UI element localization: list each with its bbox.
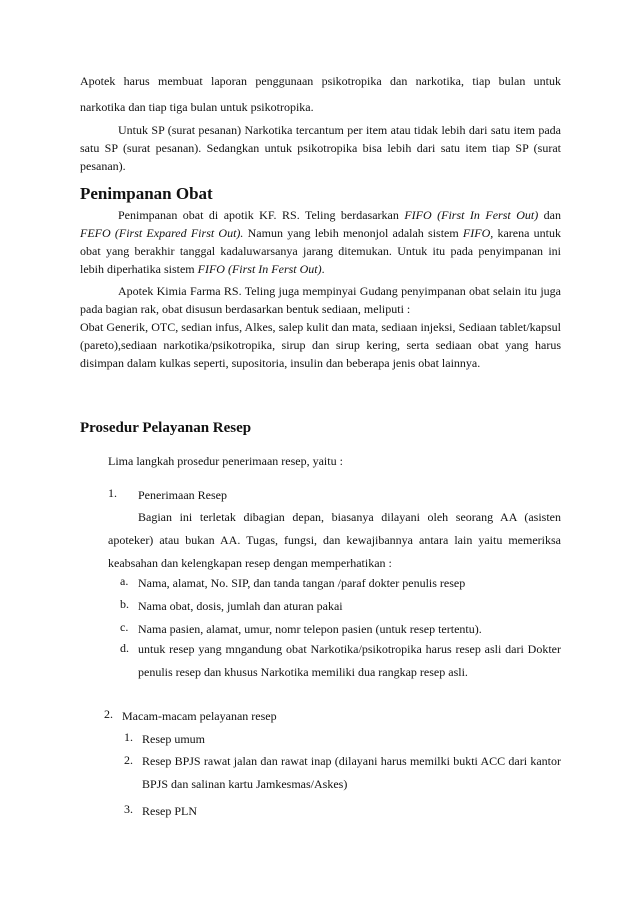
item2-sub-1-text: Resep umum [142, 732, 205, 746]
item2-number: 2. [104, 707, 113, 721]
item2-sub-1-label: 1. [124, 730, 133, 744]
heading-storage: Penimpanan Obat [80, 184, 213, 203]
paragraph-storage-fifo: Penimpanan obat di apotik KF. RS. Teling berdasarkan FIFO (First In Ferst Out) dan FEFO (First Expared First Out). Namun yang lebih menonjol adalah sistem FIFO, karena untuk obat yang berakhir tanggal kadaluwarsanya jarang ditemukan. Untuk itu pada penyimpanan ini lebih diperhatika sistem FIFO (First In Ferst Out). [80, 208, 561, 276]
item1-sub-d-text: untuk resep yang mngandung obat Narkotika/psikotropika harus resep asli dari Dokter penulis resep dan khusus Narkotika memiliki dua rangkap resep asli. [138, 642, 561, 679]
paragraph-storage-warehouse: Apotek Kimia Farma RS. Teling juga mempinyai Gudang penyimpanan obat selain itu juga pada bagian rak, obat disusun berdasarkan bentuk sediaan, meliputi : Obat Generik, OTC, sedian infus, Alkes, salep kulit dan mata, sediaan injeksi, Sediaan tablet/kapsul (pareto),sediaan narkotika/psikotropika, sirup dan sirup kering, serta sediaan obat yang harus disimpan dalam kulkas seperti, supositoria, insulin dan beberapa jenis obat lainnya. [80, 284, 561, 370]
item2-sub-2-text: Resep BPJS rawat jalan dan rawat inap (dilayani harus memilki bukti ACC dari kantor BPJS dan salinan kartu Jamkesmas/Askes) [142, 754, 561, 791]
item1-number: 1. [108, 486, 117, 500]
procedure-intro: Lima langkah prosedur penerimaan resep, yaitu : [108, 454, 343, 468]
item1-body: Bagian ini terletak dibagian depan, biasanya dilayani oleh seorang AA (asisten apoteker) atau bukan AA. Tugas, fungsi, dan kewajibannya antara lain yaitu memeriksa keabsahan dan kelengkapan resep dengan memperhatikan : [108, 510, 561, 570]
item1-sub-b-label: b. [120, 597, 129, 611]
item1-sub-c-label: c. [120, 620, 129, 634]
item2-sub-3-label: 3. [124, 802, 133, 816]
item1-sub-a-text: Nama, alamat, No. SIP, dan tanda tangan /paraf dokter penulis resep [138, 576, 466, 590]
item2-sub-3-text: Resep PLN [142, 804, 197, 818]
paragraph-report-line2: narkotika dan tiap tiga bulan untuk psikotropika. [80, 100, 314, 114]
item2-title: Macam-macam pelayanan resep [122, 709, 277, 723]
item1-sub-c-text: Nama pasien, alamat, umur, nomr telepon pasien (untuk resep tertentu). [138, 622, 482, 636]
item1-title: Penerimaan Resep [138, 488, 227, 502]
item1-sub-d-label: d. [120, 641, 129, 655]
item2-sub-2-label: 2. [124, 753, 133, 767]
item1-sub-b-text: Nama obat, dosis, jumlah dan aturan pakai [138, 599, 343, 613]
paragraph-sp: Untuk SP (surat pesanan) Narkotika tercantum per item atau tidak lebih dari satu item pada satu SP (surat pesanan). Sedangkan untuk psikotropika bisa lebih dari satu item tiap SP (surat pesanan). [80, 123, 561, 173]
item1-sub-a-label: a. [120, 574, 129, 588]
heading-procedure: Prosedur Pelayanan Resep [80, 420, 252, 436]
paragraph-report-line1: Apotek harus membuat laporan penggunaan psikotropika dan narkotika, tiap bulan untuk [80, 74, 561, 88]
